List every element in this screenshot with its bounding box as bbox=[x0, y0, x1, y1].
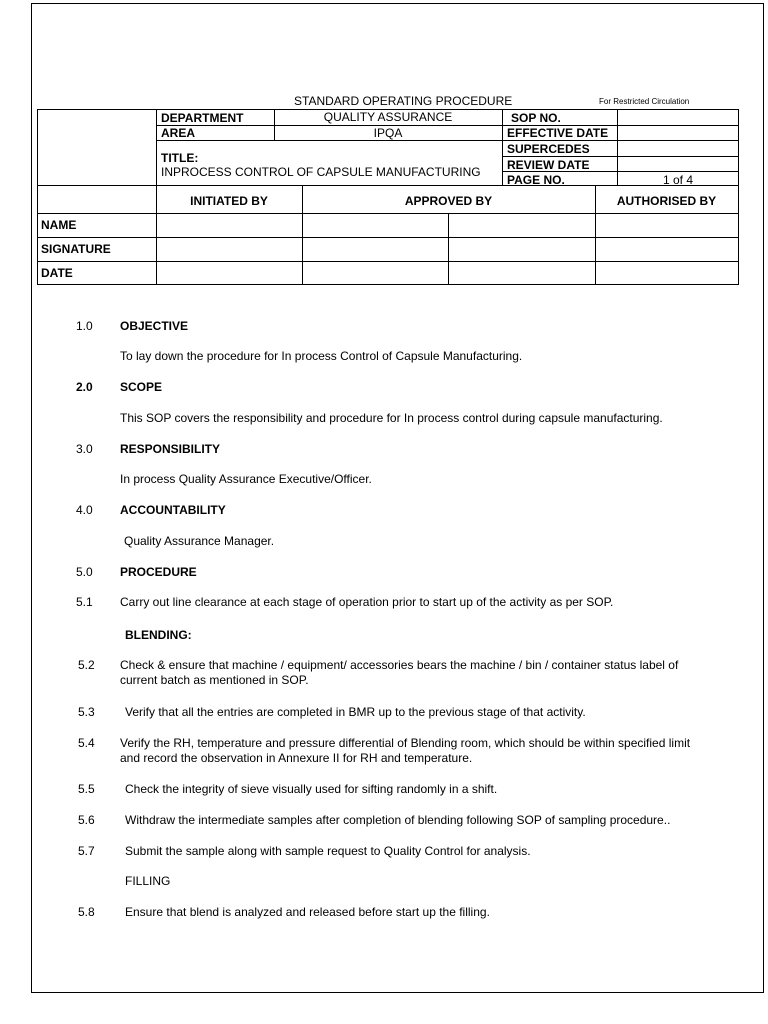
section-heading-accountability: ACCOUNTABILITY bbox=[120, 503, 226, 517]
effective-date-label: EFFECTIVE DATE bbox=[507, 126, 609, 140]
scope-text: This SOP covers the responsibility and procedure for In process control during capsule manufacturing. bbox=[120, 411, 663, 425]
step-number: 5.5 bbox=[78, 782, 95, 796]
section-heading-objective: OBJECTIVE bbox=[120, 319, 189, 333]
step-text: Verify that all the entries are completed in BMR up to the previous stage of that activity. bbox=[125, 705, 586, 719]
objective-text: To lay down the procedure for In process Control of Capsule Manufacturing. bbox=[120, 349, 523, 363]
responsibility-text: In process Quality Assurance Executive/Officer. bbox=[120, 472, 372, 486]
step-number: 5.6 bbox=[78, 813, 95, 827]
section-number: 3.0 bbox=[76, 442, 93, 456]
step-number: 5.3 bbox=[78, 705, 95, 719]
step-text: Ensure that blend is analyzed and released before start up the filling. bbox=[125, 905, 490, 919]
step-number: 5.4 bbox=[78, 736, 95, 750]
review-date-label: REVIEW DATE bbox=[507, 158, 590, 172]
signature-row-label: SIGNATURE bbox=[41, 242, 111, 256]
step-text: Withdraw the intermediate samples after completion of blending following SOP of sampling procedure.. bbox=[125, 813, 671, 827]
step-text: Check & ensure that machine / equipment/ accessories bears the machine / bin / container status label of current batch as mentioned in SOP. bbox=[120, 658, 679, 687]
section-number: 2.0 bbox=[76, 380, 93, 394]
step-number: 5.8 bbox=[78, 905, 95, 919]
area-value: IPQA bbox=[373, 126, 403, 140]
step-text: Verify the RH, temperature and pressure differential of Blending room, which should be within specified limit and record the observation in Annexure II for RH and temperature. bbox=[120, 736, 691, 765]
page-no-value: 1 of 4 bbox=[662, 173, 694, 187]
document-control-table bbox=[37, 109, 739, 186]
initiated-by-header: INITIATED BY bbox=[190, 194, 268, 208]
sop-no-label: SOP NO. bbox=[511, 111, 561, 125]
step-text: Check the integrity of sieve visually used for sifting randomly in a shift. bbox=[125, 782, 498, 796]
accountability-text: Quality Assurance Manager. bbox=[124, 534, 275, 548]
section-number: 5.0 bbox=[76, 565, 93, 579]
department-label: DEPARTMENT bbox=[161, 111, 244, 125]
step-number: 5.1 bbox=[76, 595, 93, 609]
document-header-title: STANDARD OPERATING PROCEDURE bbox=[294, 94, 513, 108]
signoff-table bbox=[37, 186, 739, 285]
date-row-label: DATE bbox=[41, 266, 73, 280]
supercedes-label: SUPERCEDES bbox=[507, 142, 590, 156]
step-number: 5.7 bbox=[78, 844, 95, 858]
name-row-label: NAME bbox=[41, 218, 77, 232]
approved-by-header: APPROVED BY bbox=[404, 194, 493, 208]
department-value: QUALITY ASSURANCE bbox=[323, 110, 453, 124]
step-number: 5.2 bbox=[78, 658, 95, 672]
section-heading-procedure: PROCEDURE bbox=[120, 565, 197, 579]
section-heading-responsibility: RESPONSIBILITY bbox=[120, 442, 221, 456]
subheading-blending: BLENDING: bbox=[125, 628, 192, 642]
step-text: Carry out line clearance at each stage of operation prior to start up of the activity as per SOP. bbox=[120, 595, 614, 609]
circulation-note: For Restricted Circulation bbox=[599, 97, 690, 106]
page-no-label: PAGE NO. bbox=[507, 173, 565, 187]
title-value: INPROCESS CONTROL OF CAPSULE MANUFACTURING bbox=[161, 165, 481, 179]
title-label: TITLE: bbox=[161, 151, 199, 165]
authorised-by-header: AUTHORISED BY bbox=[616, 194, 717, 208]
section-number: 4.0 bbox=[76, 503, 93, 517]
step-text: Submit the sample along with sample request to Quality Control for analysis. bbox=[125, 844, 531, 858]
subheading-filling: FILLING bbox=[125, 874, 171, 888]
section-heading-scope: SCOPE bbox=[120, 380, 163, 394]
section-number: 1.0 bbox=[76, 319, 93, 333]
area-label: AREA bbox=[161, 126, 196, 140]
